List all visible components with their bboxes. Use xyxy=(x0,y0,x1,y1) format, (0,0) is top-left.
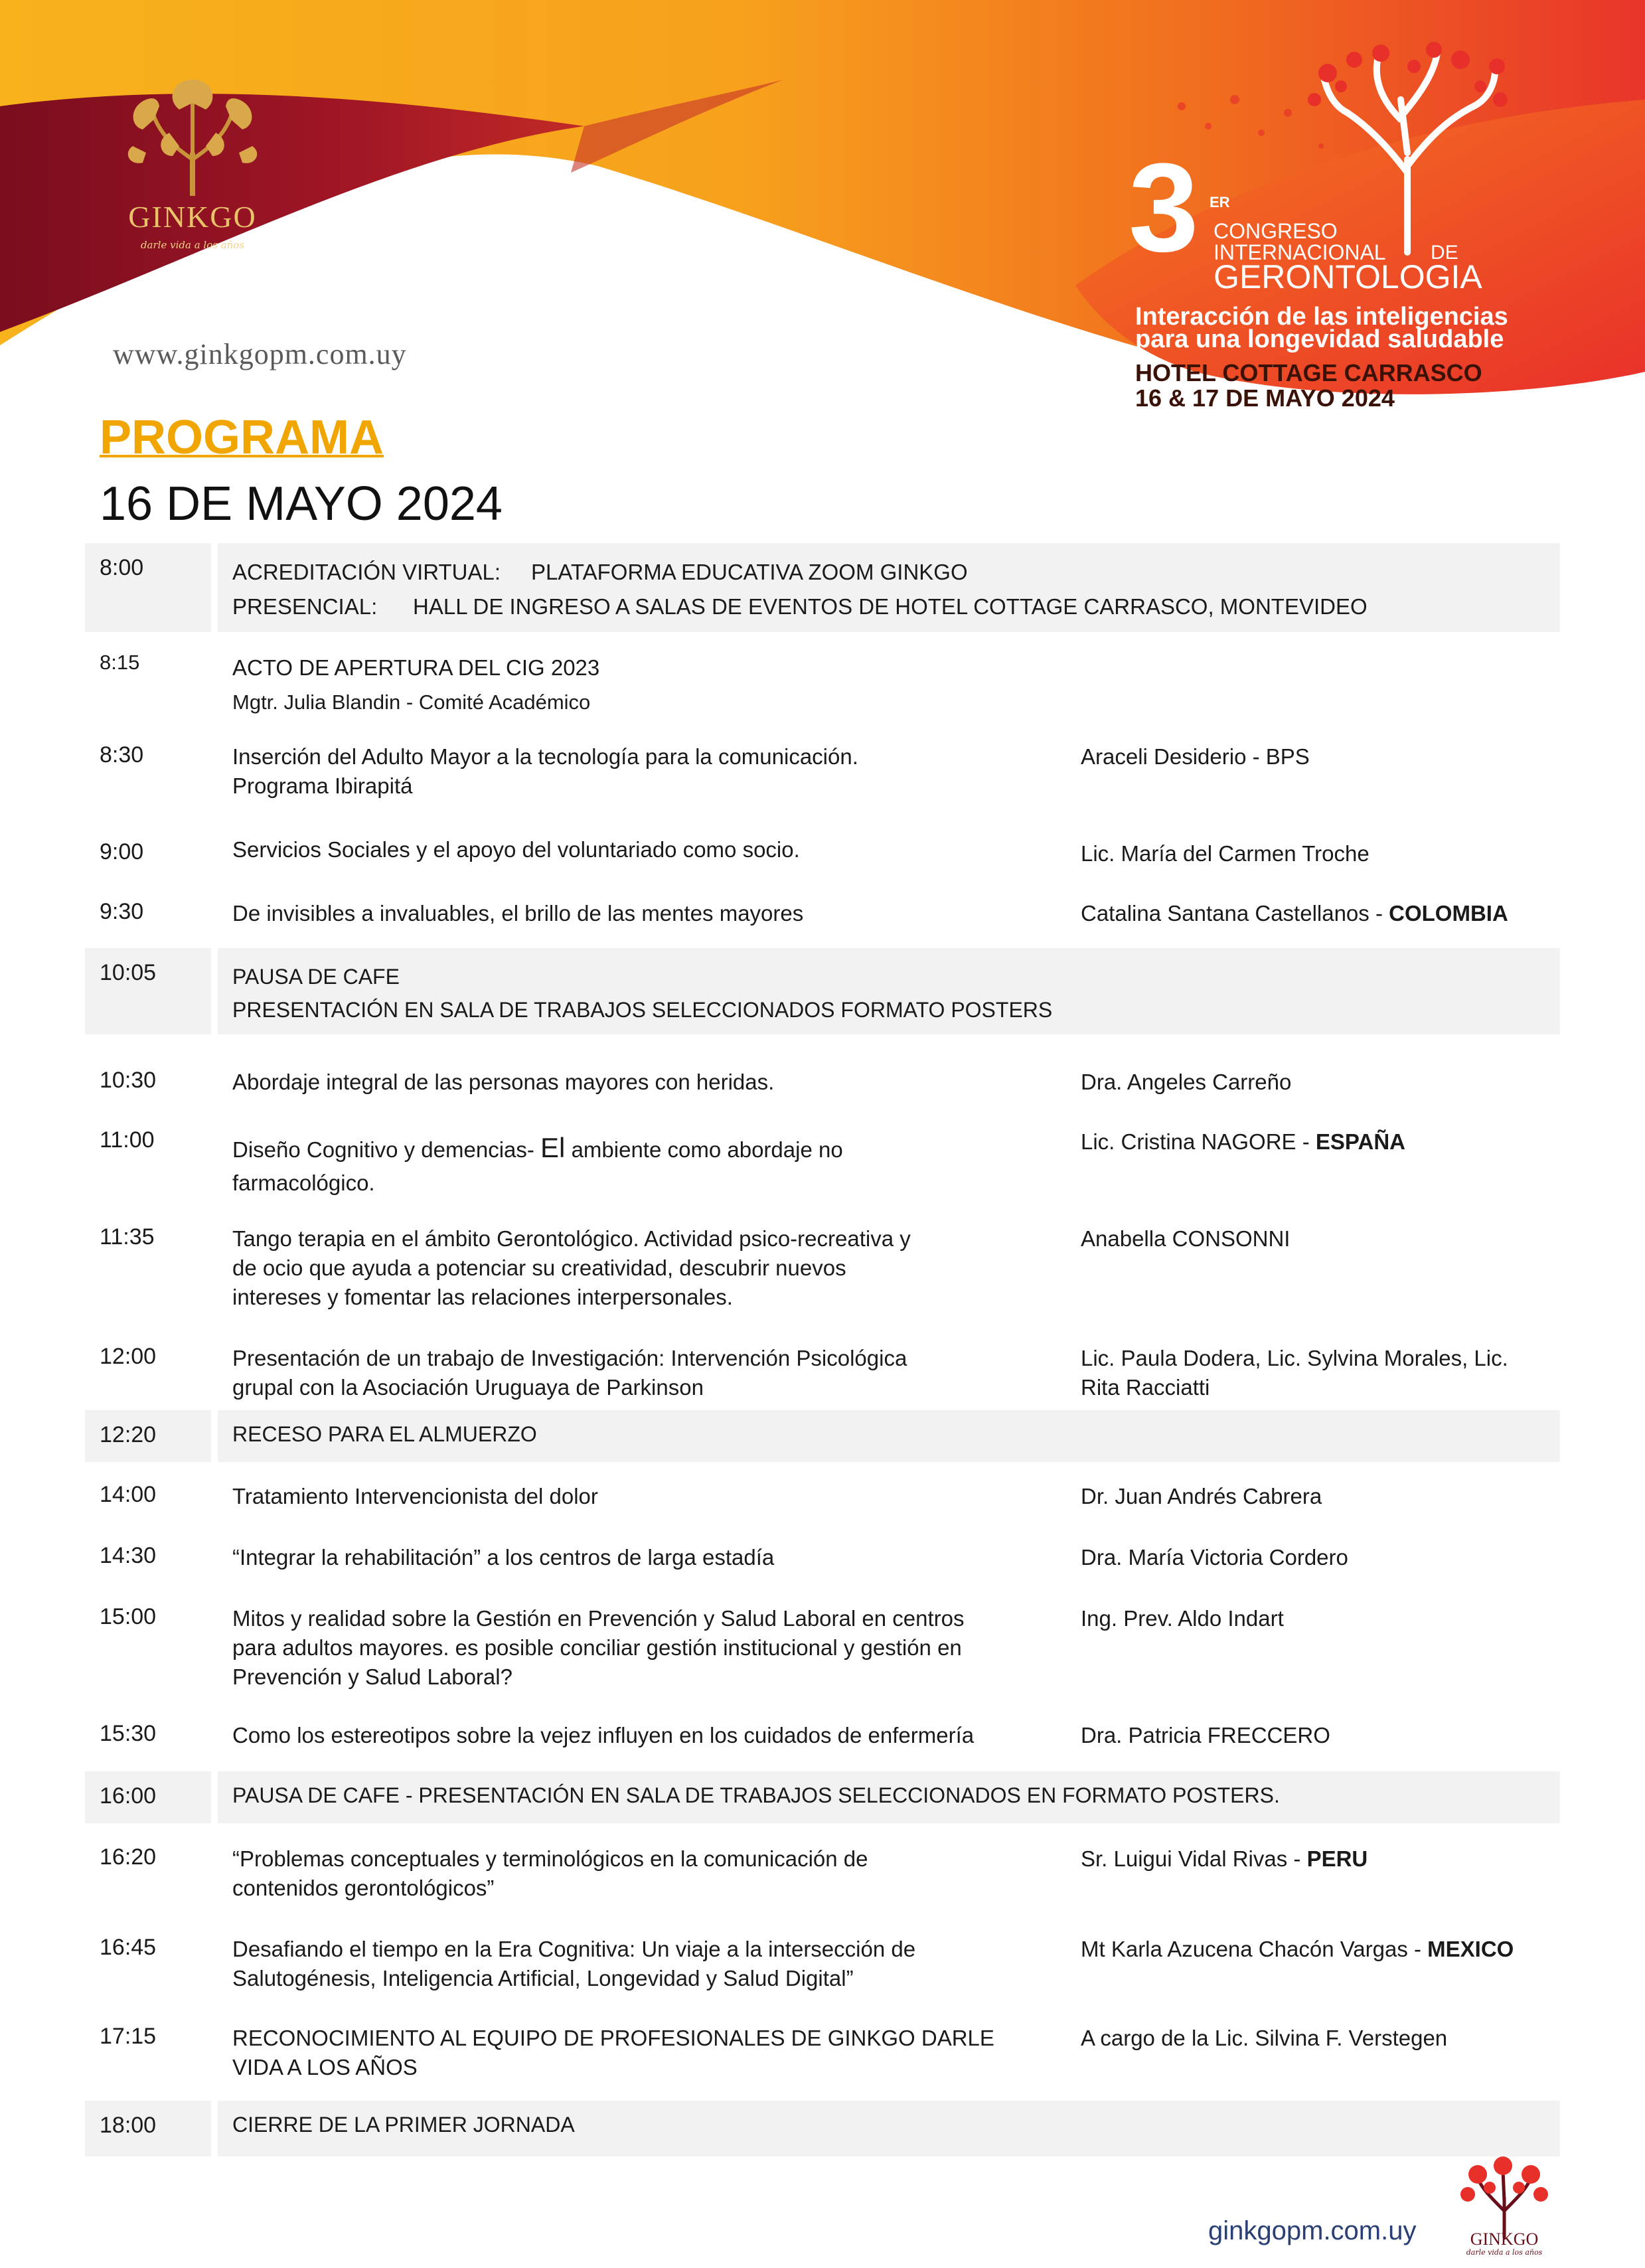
row-speaker: Dr. Juan Andrés Cabrera xyxy=(1081,1484,1322,1508)
schedule-row xyxy=(85,1115,1560,1202)
logo-tagline: darle vida a los años xyxy=(140,239,245,251)
row-time: 14:30 xyxy=(100,1543,157,1568)
topic-line: VIDA A LOS AÑOS xyxy=(232,2055,418,2079)
row-speaker: Dra. María Victoria Cordero xyxy=(1081,1545,1348,1570)
row-speaker: Araceli Desiderio - BPS xyxy=(1081,744,1310,769)
speaker-country: PERU xyxy=(1306,1846,1368,1871)
break-line: PRESENTACIÓN EN SALA DE TRABAJOS SELECCIONADOS FORMATO POSTERS xyxy=(232,998,1053,1022)
topic-part: El xyxy=(540,1132,566,1163)
row-time: 14:00 xyxy=(100,1482,157,1507)
topic-part: Diseño Cognitivo y demencias- xyxy=(232,1137,541,1162)
congress-subtitle1: Interacción de las inteligencias xyxy=(1135,303,1508,331)
ginkgo-tree-icon xyxy=(106,73,279,199)
speaker-name: Sr. Luigui Vidal Rivas - xyxy=(1081,1846,1307,1871)
row-topic xyxy=(232,1131,996,1200)
topic-line: Prevención y Salud Laboral? xyxy=(232,1664,512,1689)
row-topic: Servicios Sociales y el apoyo del voluntariado como socio. xyxy=(232,837,800,862)
row-time: 9:30 xyxy=(100,899,144,924)
row-time: 12:00 xyxy=(100,1344,157,1369)
row-time: 8:30 xyxy=(100,742,144,768)
row-content xyxy=(218,948,1560,1034)
break-line: PAUSA DE CAFE xyxy=(232,965,400,989)
row-topic: De invisibles a invaluables, el brillo de las mentes mayores xyxy=(232,901,804,926)
schedule-row xyxy=(85,1531,1560,1584)
schedule-row xyxy=(85,1832,1560,1912)
row-time: 16:00 xyxy=(85,1771,211,1823)
speaker-line: Rita Racciatti xyxy=(1081,1375,1210,1400)
schedule-row xyxy=(85,823,1560,876)
schedule-row xyxy=(85,1592,1560,1705)
congress-line3: GERONTOLOGIA xyxy=(1214,258,1482,295)
row-topic: Abordaje integral de las personas mayores con heridas. xyxy=(232,1070,775,1094)
congress-ordinal: ER xyxy=(1210,194,1230,210)
footer-logo-name: GINKGO xyxy=(1470,2229,1539,2249)
schedule-row xyxy=(85,1212,1560,1325)
accreditation-label: ACREDITACIÓN VIRTUAL: xyxy=(232,560,501,584)
row-time: 16:45 xyxy=(100,1935,157,1960)
logo-name: GINKGO xyxy=(128,200,257,234)
topic-line: farmacológico. xyxy=(232,1171,375,1195)
schedule-row xyxy=(85,1056,1560,1109)
schedule-row xyxy=(85,948,1560,1034)
schedule-row xyxy=(85,1923,1560,2002)
row-time: 17:15 xyxy=(100,2024,157,2049)
row-topic xyxy=(232,1604,996,1692)
congress-venue: HOTEL COTTAGE CARRASCO xyxy=(1135,359,1482,386)
topic-line: Inserción del Adulto Mayor a la tecnología para la comunicación. xyxy=(232,744,858,769)
ginkgo-logo xyxy=(106,73,279,259)
speaker-country: MEXICO xyxy=(1427,1937,1514,1961)
website-url[interactable]: www.ginkgopm.com.uy xyxy=(113,338,407,370)
topic-line: Mitos y realidad sobre la Gestión en Prevención y Salud Laboral en centros xyxy=(232,1606,965,1631)
topic-line: Presentación de un trabajo de Investigación: Intervención Psicológica xyxy=(232,1346,907,1370)
row-time: 10:30 xyxy=(100,1068,157,1093)
speaker-country: ESPAÑA xyxy=(1315,1129,1405,1154)
row-topic xyxy=(232,651,996,720)
footer-logo xyxy=(1451,2151,1557,2257)
topic-line: grupal con la Asociación Uruguaya de Parkinson xyxy=(232,1375,704,1400)
schedule-row xyxy=(85,1771,1560,1823)
row-speaker: Ing. Prev. Aldo Indart xyxy=(1081,1606,1284,1631)
topic-line: Desafiando el tiempo en la Era Cognitiva: Un viaje a la intersección de xyxy=(232,1937,916,1961)
row-time: 8:00 xyxy=(85,543,211,632)
row-topic xyxy=(232,1224,996,1312)
schedule-row xyxy=(85,1332,1560,1412)
topic-part: ambiente como abordaje no xyxy=(565,1137,843,1162)
row-topic xyxy=(232,1344,996,1402)
topic-line: Programa Ibirapitá xyxy=(232,773,413,798)
row-time: 10:05 xyxy=(85,948,211,1034)
speaker-line: Lic. Paula Dodera, Lic. Sylvina Morales, Lic. xyxy=(1081,1346,1508,1370)
footer-logo-tagline: darle vida a los años xyxy=(1466,2248,1543,2257)
row-content: RECESO PARA EL ALMUERZO xyxy=(218,1410,1560,1462)
accreditation-value: PLATAFORMA EDUCATIVA ZOOM GINKGO xyxy=(531,560,968,584)
presencial-label: PRESENCIAL: xyxy=(232,594,378,619)
topic-line: intereses y fomentar las relaciones interpersonales. xyxy=(232,1285,733,1309)
row-topic xyxy=(232,1935,996,1993)
row-topic: Como los estereotipos sobre la vejez influyen en los cuidados de enfermería xyxy=(232,1723,975,1747)
row-time: 11:35 xyxy=(100,1224,155,1250)
footer-url[interactable]: ginkgopm.com.uy xyxy=(1208,2216,1417,2245)
row-time: 9:00 xyxy=(100,839,144,864)
row-content xyxy=(218,543,1560,632)
row-content: CIERRE DE LA PRIMER JORNADA xyxy=(218,2101,1560,2156)
topic-line: Salutogénesis, Inteligencia Artificial, Longevidad y Salud Digital” xyxy=(232,1966,854,1990)
schedule-row xyxy=(85,1709,1560,1762)
program-date: 16 DE MAYO 2024 xyxy=(100,477,503,530)
topic-line: “Problemas conceptuales y terminológicos en la comunicación de xyxy=(232,1846,868,1871)
row-time: 18:00 xyxy=(85,2101,211,2156)
topic-line: para adultos mayores. es posible conciliar gestión institucional y gestión en xyxy=(232,1635,962,1660)
schedule-row xyxy=(85,730,1560,810)
row-speaker xyxy=(1081,1844,1559,1874)
row-topic: “Integrar la rehabilitación” a los centros de larga estadía xyxy=(232,1545,775,1570)
schedule-row xyxy=(85,2101,1560,2156)
topic-line: Tango terapia en el ámbito Gerontológico. Actividad psico-recreativa y xyxy=(232,1226,911,1251)
topic-detail: Mgtr. Julia Blandin - Comité Académico xyxy=(232,690,591,714)
row-speaker: Anabella CONSONNI xyxy=(1081,1226,1291,1251)
congress-line1: CONGRESO xyxy=(1214,219,1338,243)
presencial-value: HALL DE INGRESO A SALAS DE EVENTOS DE HOTEL COTTAGE CARRASCO, MONTEVIDEO xyxy=(413,594,1368,619)
row-speaker: A cargo de la Lic. Silvina F. Verstegen xyxy=(1081,2026,1448,2050)
congress-subtitle2: para una longevidad saludable xyxy=(1135,325,1504,353)
schedule-row xyxy=(85,1470,1560,1523)
schedule-row xyxy=(85,887,1560,940)
row-topic xyxy=(232,742,996,801)
row-speaker xyxy=(1081,1344,1559,1402)
topic-line: de ocio que ayuda a potenciar su creatividad, descubrir nuevos xyxy=(232,1256,846,1280)
speaker-name: Lic. Cristina NAGORE - xyxy=(1081,1129,1316,1154)
row-time: 12:20 xyxy=(85,1410,211,1462)
row-speaker xyxy=(1081,1935,1559,1964)
schedule-row xyxy=(85,639,1560,718)
speaker-name: Catalina Santana Castellanos - xyxy=(1081,901,1389,926)
row-speaker: Dra. Patricia FRECCERO xyxy=(1081,1723,1330,1747)
row-speaker xyxy=(1081,1127,1559,1157)
row-time: 11:00 xyxy=(100,1127,155,1153)
row-speaker: Dra. Angeles Carreño xyxy=(1081,1070,1292,1094)
speaker-name: Mt Karla Azucena Chacón Vargas - xyxy=(1081,1937,1428,1961)
row-content: PAUSA DE CAFE - PRESENTACIÓN EN SALA DE TRABAJOS SELECCIONADOS EN FORMATO POSTERS. xyxy=(218,1771,1560,1823)
topic-line: contenidos gerontológicos” xyxy=(232,1876,495,1900)
row-topic xyxy=(232,1844,996,1903)
topic-title: ACTO DE APERTURA DEL CIG 2023 xyxy=(232,655,600,680)
row-speaker: Lic. María del Carmen Troche xyxy=(1081,841,1370,866)
row-time: 16:20 xyxy=(100,1844,157,1870)
congress-line2-de: DE xyxy=(1431,242,1458,264)
schedule-row xyxy=(85,543,1560,632)
congress-number: 3 xyxy=(1129,137,1199,278)
row-topic xyxy=(232,2024,996,2082)
schedule-row xyxy=(85,1410,1560,1462)
congress-dates: 16 & 17 DE MAYO 2024 xyxy=(1135,384,1395,412)
row-time: 15:30 xyxy=(100,1721,157,1746)
topic-line: RECONOCIMIENTO AL EQUIPO DE PROFESIONALES DE GINKGO DARLE xyxy=(232,2026,994,2050)
congress-line2: INTERNACIONAL xyxy=(1214,240,1386,264)
row-topic: Tratamiento Intervencionista del dolor xyxy=(232,1484,598,1508)
congress-title-block xyxy=(1129,46,1633,412)
row-time: 8:15 xyxy=(100,651,140,674)
program-title: PROGRAMA xyxy=(100,411,384,464)
row-speaker xyxy=(1081,899,1559,928)
schedule-row xyxy=(85,2012,1560,2091)
speaker-country: COLOMBIA xyxy=(1389,901,1508,926)
row-time: 15:00 xyxy=(100,1604,157,1629)
